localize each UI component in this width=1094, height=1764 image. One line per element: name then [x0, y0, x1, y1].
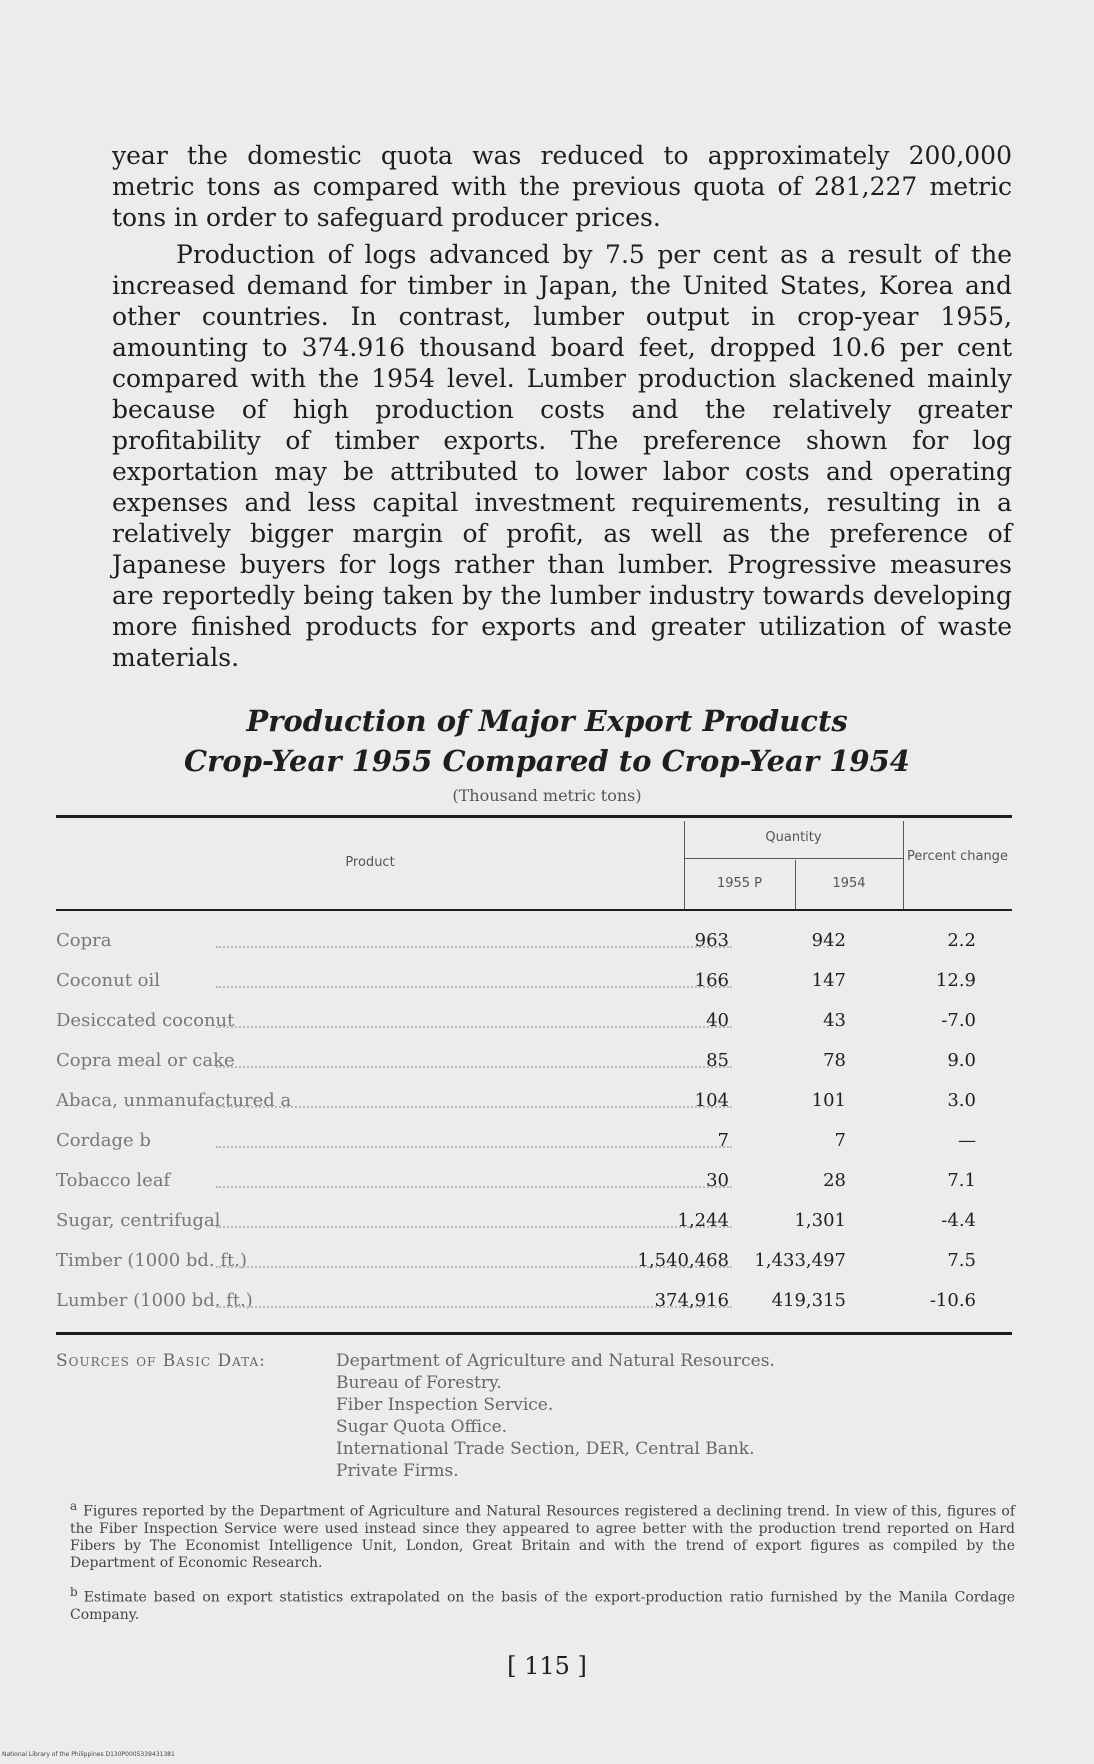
paragraph-continuation: year the domestic quota was reduced to approximately 200,000 metric tons as compared with the previous quota of 281,227 metric tons in order to safeguard producer prices. [112, 141, 1012, 232]
table-header-rule [56, 909, 1012, 911]
page-number: [ 115 ] [507, 1652, 587, 1680]
table-row [56, 1210, 1012, 1244]
row-product: Cordage b [56, 1130, 151, 1151]
row-product: Timber (1000 bd. ft.) [56, 1250, 248, 1271]
table-row [56, 970, 1012, 1004]
row-1955-value: 7 [717, 1130, 729, 1151]
row-percent-change: 7.5 [947, 1250, 976, 1271]
leader-dots [216, 1060, 732, 1068]
row-1954-value: 28 [823, 1170, 846, 1191]
header-year-1954: 1954 [832, 876, 866, 891]
row-1954-value: 7 [834, 1130, 846, 1151]
header-percent-change: Percent change [907, 849, 1008, 864]
leader-dots [216, 980, 732, 988]
row-1955-value: 40 [706, 1010, 729, 1031]
source-item: Private Firms. [336, 1461, 459, 1481]
row-1955-value: 85 [706, 1050, 729, 1071]
header-product: Product [345, 855, 395, 870]
source-item: International Trade Section, DER, Central Bank. [336, 1439, 755, 1459]
row-1954-value: 419,315 [771, 1290, 846, 1311]
footnote-mark: b [70, 1585, 78, 1599]
row-product: Lumber (1000 bd. ft.) [56, 1290, 253, 1311]
row-product: Copra meal or cake [56, 1050, 235, 1071]
row-percent-change: 12.9 [935, 970, 976, 991]
column-divider [903, 821, 904, 909]
table-title: Production of Major Export Products [246, 704, 848, 738]
row-product: Sugar, centrifugal [56, 1210, 221, 1231]
source-item: Sugar Quota Office. [336, 1417, 508, 1437]
source-item: Fiber Inspection Service. [336, 1395, 554, 1415]
sources-list [336, 1350, 1016, 1482]
table-row [56, 1250, 1012, 1284]
leader-dots [216, 1020, 732, 1028]
row-1954-value: 43 [823, 1010, 846, 1031]
row-1954-value: 1,301 [794, 1210, 846, 1231]
footnote-text: Figures reported by the Department of Agriculture and Natural Resources registered a declining trend. In view of this, figures of the Fiber Inspection Service were used instead since they appeared to agree better with the production trend reported on Hard Fibers by The Economist Intelligence Unit, London, Great Britain and with the trend of export figures as compiled by the Department of Economic Research. [70, 1503, 1015, 1571]
table-top-rule [56, 815, 1012, 818]
header-quantity: Quantity [765, 830, 822, 845]
table-row [56, 1130, 1012, 1164]
quantity-subheader-rule [684, 858, 903, 859]
row-product: Copra [56, 930, 112, 951]
row-product: Abaca, unmanufactured a [56, 1090, 292, 1111]
footer-stamp: National Library of the Philippines D130P0005339431381 [2, 1751, 175, 1758]
table-row [56, 930, 1012, 964]
leader-dots [216, 940, 732, 948]
table-row [56, 1090, 1012, 1124]
row-1955-value: 1,540,468 [637, 1250, 729, 1271]
row-product: Tobacco leaf [56, 1170, 171, 1191]
row-percent-change: -10.6 [929, 1290, 976, 1311]
row-1955-value: 1,244 [677, 1210, 729, 1231]
row-percent-change: -4.4 [941, 1210, 976, 1231]
footnote-mark: a [70, 1499, 78, 1513]
row-percent-change: 9.0 [947, 1050, 976, 1071]
row-1954-value: 147 [811, 970, 846, 991]
row-percent-change: -7.0 [941, 1010, 976, 1031]
leader-dots [216, 1140, 732, 1148]
row-1955-value: 963 [694, 930, 729, 951]
source-item: Department of Agriculture and Natural Resources. [336, 1351, 775, 1371]
row-product: Desiccated coconut [56, 1010, 235, 1031]
row-percent-change: 3.0 [947, 1090, 976, 1111]
row-1954-value: 78 [823, 1050, 846, 1071]
footnote-b [70, 1584, 1015, 1624]
footnote-text: Estimate based on export statistics extrapolated on the basis of the export-production ratio furnished by the Manila Cordage Company. [70, 1589, 1015, 1623]
row-1954-value: 101 [811, 1090, 846, 1111]
sources-label: Sources of Basic Data: [56, 1351, 266, 1371]
body-text [112, 140, 1012, 679]
row-1955-value: 374,916 [654, 1290, 729, 1311]
row-product: Coconut oil [56, 970, 161, 991]
row-1954-value: 1,433,497 [754, 1250, 846, 1271]
table-unit: (Thousand metric tons) [452, 786, 642, 805]
row-percent-change: 7.1 [947, 1170, 976, 1191]
row-1955-value: 104 [694, 1090, 729, 1111]
leader-dots [216, 1180, 732, 1188]
table-row [56, 1170, 1012, 1204]
source-item: Bureau of Forestry. [336, 1373, 502, 1393]
row-1954-value: 942 [811, 930, 846, 951]
leader-dots [216, 1220, 732, 1228]
table-bottom-rule [56, 1332, 1012, 1335]
row-1955-value: 30 [706, 1170, 729, 1191]
leader-dots [216, 1100, 732, 1108]
table-row [56, 1050, 1012, 1084]
header-year-1955: 1955 P [716, 876, 763, 891]
table-row [56, 1010, 1012, 1044]
row-1955-value: 166 [694, 970, 729, 991]
table-row [56, 1290, 1012, 1324]
footnote-a [70, 1498, 1015, 1572]
table-subtitle: Crop-Year 1955 Compared to Crop-Year 1954 [184, 744, 910, 778]
row-percent-change: — [958, 1130, 976, 1151]
paragraph-logs-lumber: Production of logs advanced by 7.5 per cent as a result of the increased demand for timber in Japan, the United States, Korea and other countries. In contrast, lumber output in crop-year 1955, amounting to 374.916 thousand board feet, dropped 10.6 per cent compared with the 1954 level. Lumber production slackened mainly because of high production costs and the relatively greater profitability of timber exports. The preference shown for log exportation may be attributed to lower labor costs and operating expenses and less capital investment requirements, resulting in a relatively bigger margin of profit, as well as the preference of Japanese buyers for logs rather than lumber. Progressive measures are reportedly being taken by the lumber industry towards developing more finished products for exports and greater utilization of waste materials. [112, 240, 1012, 672]
row-percent-change: 2.2 [947, 930, 976, 951]
